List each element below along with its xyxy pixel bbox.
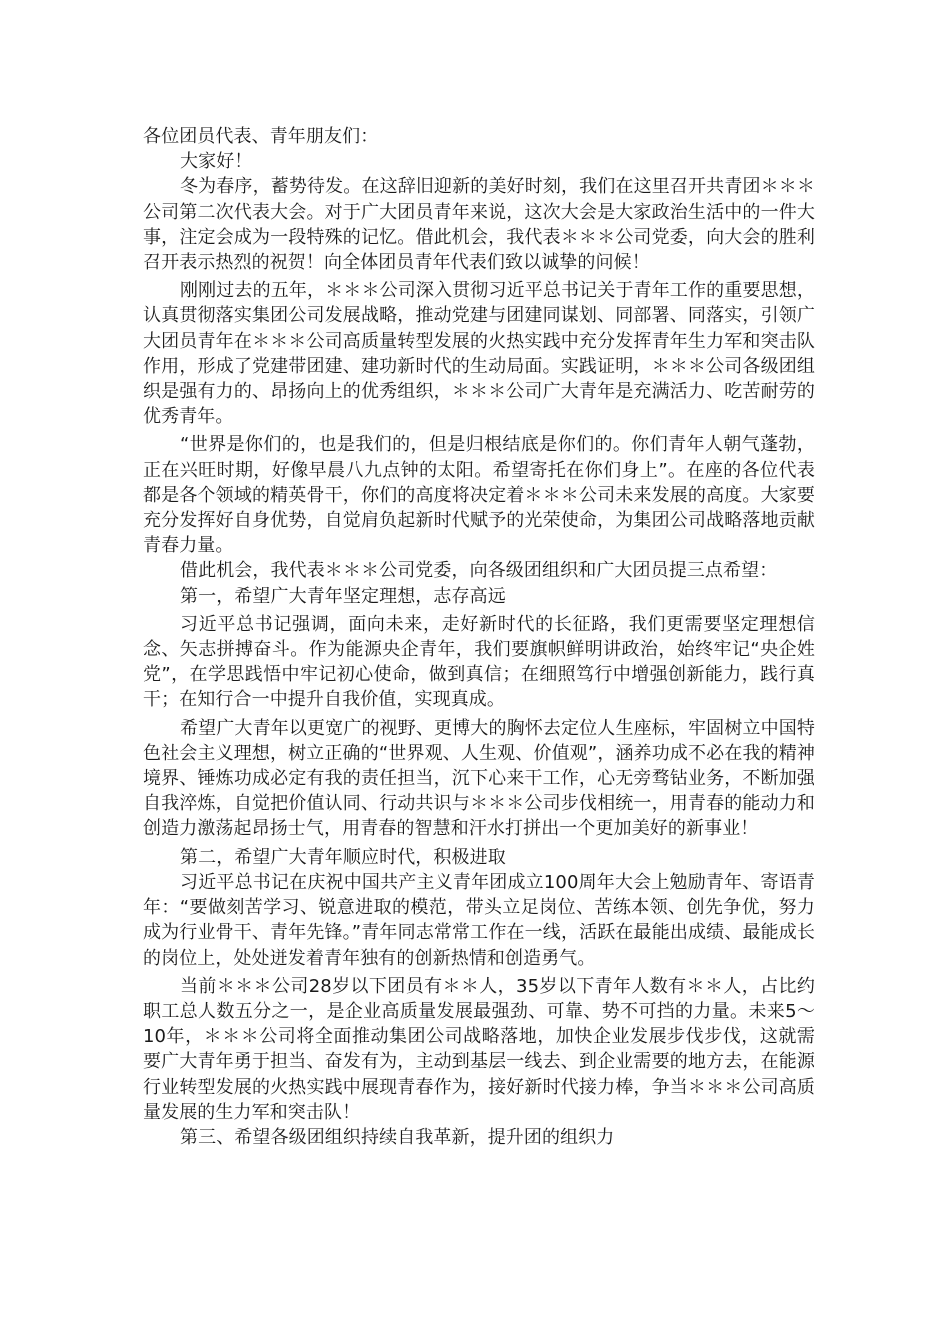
paragraph-centenary: 习近平总书记在庆祝中国共产主义青年团成立100周年大会上勉励青年、寄语青年：“要做刻苦学习、锐意进取的模范，带头立足岗位、苦练本领、创先争优，努力成为行业骨干、青年先锋。”青年同志常常工作在一线，活跃在最能出成绩、最能成长的岗位上，处处迸发着青年独有的创新热情和创造勇气。 [143,871,815,969]
paragraph-past-five-years: 刚刚过去的五年，＊＊＊公司深入贯彻习近平总书记关于青年工作的重要思想，认真贯彻落实集团公司发展战略，推动党建与团建同谋划、同部署、同落实，引领广大团员青年在＊＊＊公司高质量转型发展的火热实践中充分发挥青年生力军和突击队作用，形成了党建带团建、建功新时代的生动局面。实践证明，＊＊＊公司各级团组织是强有力的、昂扬向上的优秀组织，＊＊＊公司广大青年是充满活力、吃苦耐劳的优秀青年。 [143,280,815,428]
paragraph-current-youth: 当前＊＊＊公司28岁以下团员有＊＊人，35岁以下青年人数有＊＊人，占比约职工总人数五分之一，是企业高质量发展最强劲、可靠、势不可挡的力量。未来5～10年，＊＊＊公司将全面推动集团公司战略落地，加快企业发展步伐步伐，这就需要广大青年勇于担当、奋发有为，主动到基层一线去、到企业需要的地方去，在能源行业转型发展的火热实践中展现青春作为，接好新时代接力棒，争当＊＊＊公司高质量发展的生力军和突击队！ [143,975,815,1123]
heading-second-hope: 第二，希望广大青年顺应时代，积极进取 [180,846,506,868]
paragraph-three-hopes: 借此机会，我代表＊＊＊公司党委，向各级团组织和广大团员提三点希望： [180,560,778,582]
paragraph-opening: 冬为春序，蓄势待发。在这辞旧迎新的美好时刻，我们在这里召开共青团＊＊＊公司第二次代表大会。对于广大团员青年来说，这次大会是大家政治生活中的一件大事，注定会成为一段特殊的记忆。借此机会，我代表＊＊＊公司党委，向大会的胜利召开表示热烈的祝贺！向全体团员青年代表们致以诚挚的问候！ [143,176,815,274]
paragraph-quote: “世界是你们的，也是我们的，但是归根结底是你们的。你们青年人朝气蓬勃，正在兴旺时期，好像早晨八九点钟的太阳。希望寄托在你们身上”。在座的各位代表都是各个领域的精英骨干，你们的高度将决定着＊＊＊公司未来发展的高度。大家要充分发挥好自身优势，自觉肩负起新时代赋予的光荣使命，为集团公司战略落地贡献青春力量。 [143,434,815,557]
document-page [143,124,815,1150]
greeting: 大家好！ [180,151,253,173]
paragraph-worldview: 希望广大青年以更宽广的视野、更博大的胸怀去定位人生座标，牢固树立中国特色社会主义理想，树立正确的“世界观、人生观、价值观”，涵养功成不必在我的精神境界、锤炼功成必定有我的责任担当，沉下心来干工作，心无旁骛钻业务，不断加强自我淬炼，自觉把价值认同、行动共识与＊＊＊公司步伐相统一，用青春的能动力和创造力激荡起昂扬士气，用青春的智慧和汗水打拼出一个更加美好的新事业！ [143,717,815,840]
paragraph-ideals: 习近平总书记强调，面向未来，走好新时代的长征路，我们更需要坚定理想信念、矢志拼搏奋斗。作为能源央企青年，我们要旗帜鲜明讲政治，始终牢记“央企姓党”，在学思践悟中牢记初心使命，做到真信；在细照笃行中增强创新能力，践行真干；在知行合一中提升自我价值，实现真成。 [143,613,815,711]
heading-first-hope: 第一，希望广大青年坚定理想，志存高远 [180,585,506,607]
heading-third-hope: 第三、希望各级团组织持续自我革新，提升团的组织力 [180,1126,615,1148]
salutation: 各位团员代表、青年朋友们： [143,126,379,147]
